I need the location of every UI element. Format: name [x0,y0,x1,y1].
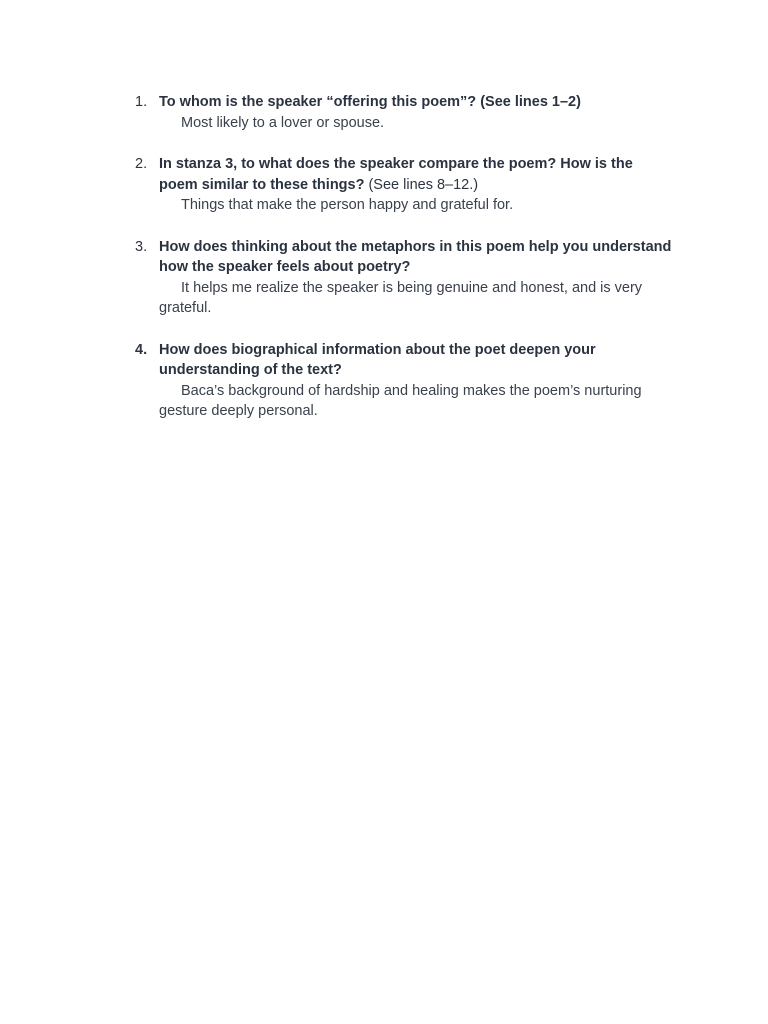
answer-text: Baca’s background of hardship and healing makes the poem’s nurturing gesture deeply personal. [159,382,642,419]
question-item-4 [133,340,673,422]
answer-text: Things that make the person happy and grateful for. [181,197,514,213]
answer-text: Most likely to a lover or spouse. [181,114,385,131]
question-text: How does thinking about the metaphors in this poem help you understand how the speaker feels about poetry? [159,238,672,275]
question-text: To whom is the speaker “offering this poem”? (See lines 1–2) [159,94,581,110]
question-text: How does biographical information about the poet deepen your understanding of the text? [159,341,596,378]
question-reference: (See lines 8–12.) [364,176,479,193]
answer-text: It helps me realize the speaker is being genuine and honest, and is very grateful. [159,279,643,316]
question-text-block [159,92,673,113]
question-item-1 [133,92,673,133]
question-list [133,92,673,443]
item-number: 4. [135,341,148,358]
question-text-block [159,154,673,195]
question-text: In stanza 3, to what does the speaker compare the poem? How is the poem similar to these things? [159,156,633,193]
question-item-2 [133,154,673,216]
item-number: 3. [135,238,148,255]
item-number: 2. [135,156,148,172]
item-number: 1. [135,94,148,110]
question-item-3 [133,237,673,319]
question-text-block [159,340,673,381]
question-text-block [159,237,673,278]
